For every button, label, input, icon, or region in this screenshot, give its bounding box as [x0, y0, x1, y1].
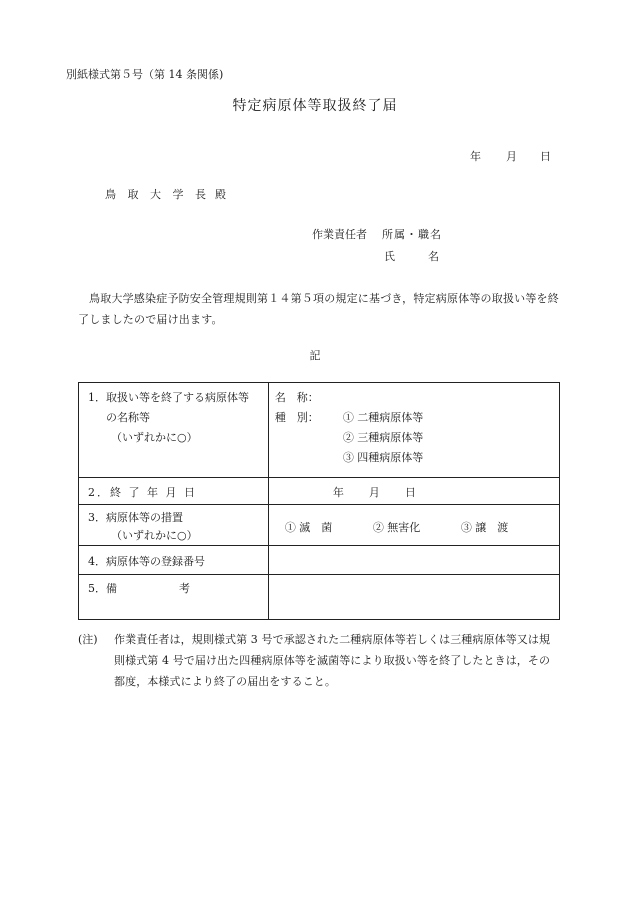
document-title: 特定病原体等取扱終了届: [232, 98, 398, 114]
end-date-day-label: 日: [404, 486, 416, 499]
pathogen-label-line2: の名称等: [106, 411, 150, 424]
registration-number-cell[interactable]: [268, 546, 559, 575]
registration-number-label: 4．病原体等の登録番号: [88, 555, 205, 568]
form-identifier: 別紙様式第５号（第 14 条関係): [66, 68, 224, 81]
footnote: [78, 629, 560, 692]
declaration-text: 鳥取大学感染症予防安全管理規則第１４第５項の規定に基づき，特定病原体等の取扱い等を終了しましたので届け出ます。: [78, 292, 559, 326]
ki-heading: 記: [309, 349, 321, 362]
table-row-registration: [79, 546, 560, 575]
table-row-pathogen-name: [79, 383, 560, 478]
remarks-label-end: 考: [179, 582, 190, 595]
pathogen-input-cell[interactable]: [268, 383, 559, 478]
measures-label-note: （いずれかに○）: [111, 529, 198, 542]
pathogen-type-option-2[interactable]: ② 三種病原体等: [342, 431, 424, 444]
table-row-end-date: [79, 478, 560, 505]
end-date-input-cell[interactable]: [268, 478, 559, 505]
measure-option-sterilize[interactable]: ① 滅 菌: [284, 521, 333, 534]
pathogen-name-label: 名 称：: [274, 391, 319, 404]
name-label-second: 名: [428, 250, 439, 263]
pathogen-type-label: 種 別：: [274, 411, 319, 424]
measures-input-cell[interactable]: [268, 505, 559, 546]
measure-option-detoxify[interactable]: ② 無害化: [372, 521, 421, 534]
date-day-label: 日: [540, 150, 551, 163]
measure-option-transfer[interactable]: ③ 譲 渡: [460, 521, 509, 534]
affiliation-label: 所属・職名: [382, 228, 442, 241]
footnote-text: 作業責任者は，規則様式第 3 号で承認された二種病原体等若しくは三種病原体等又は規則様式第 4 号で届け出た四種病原体等を滅菌等により取扱い等を終了したときは，その都度，本様式により終了の届出をすること。: [114, 633, 551, 688]
remarks-cell[interactable]: [268, 575, 559, 620]
addressee-honorific: 殿: [215, 188, 226, 201]
remarks-label: 5．備: [88, 582, 117, 595]
end-date-label: 2．終 了 年 月 日: [88, 486, 197, 499]
pathogen-type-option-3[interactable]: ③ 四種病原体等: [342, 451, 424, 464]
pathogen-label-note: （いずれかに○）: [111, 431, 198, 444]
addressee-name: 鳥 取 大 学 長: [105, 188, 210, 201]
name-label-first: 氏: [384, 250, 395, 263]
date-year-label: 年: [470, 150, 481, 163]
pathogen-label-line1: 1．取扱い等を終了する病原体等: [88, 391, 249, 404]
footnote-prefix: (注): [78, 633, 98, 646]
table-row-remarks: [79, 575, 560, 620]
pathogen-type-option-1[interactable]: ① 二種病原体等: [342, 411, 424, 424]
termination-form-table: [78, 382, 560, 620]
date-month-label: 月: [506, 150, 517, 163]
applicant-role-label: 作業責任者: [312, 228, 367, 241]
measures-label-line1: 3．病原体等の措置: [88, 511, 183, 524]
end-date-year-label: 年: [332, 486, 344, 499]
table-row-measures: [79, 505, 560, 546]
end-date-month-label: 月: [368, 486, 380, 499]
